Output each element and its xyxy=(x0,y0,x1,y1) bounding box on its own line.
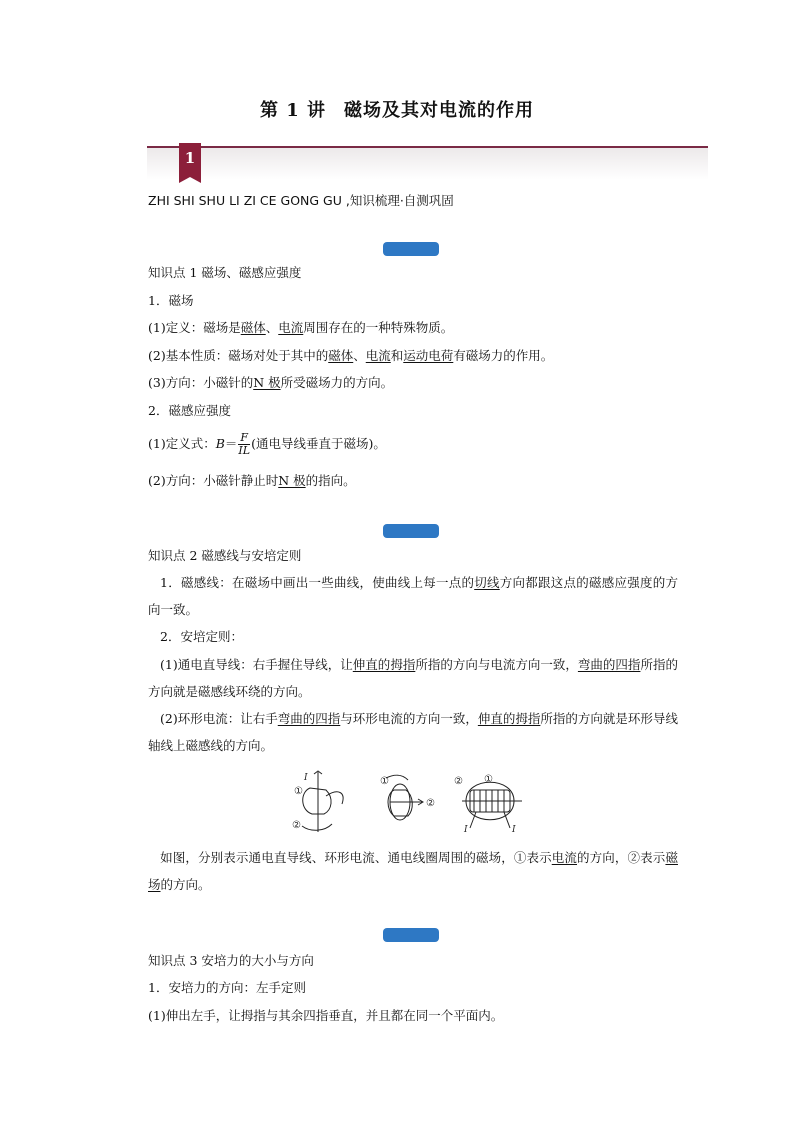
kp1-line-property: (2)基本性质：磁场对处于其中的磁体、电流和运动电荷有磁场力的作用。 xyxy=(148,348,554,363)
kp2-subsection-2: 2．安培定则： xyxy=(160,629,243,644)
kp1-line-formula: (1)定义式：B＝ $\frac{F}{IL}$ (通电导线垂直于磁场)。 xyxy=(148,431,386,457)
svg-text:①: ① xyxy=(484,774,493,785)
kp2-para-straight-wire: (1)通电直导线：右手握住导线，让伸直的拇指所指的方向与电流方向一致，弯曲的四指所指的方向就是磁感线环绕的方向。 xyxy=(148,657,678,699)
lecture-number: 第 1 讲 xyxy=(259,100,327,121)
section-marker xyxy=(383,524,439,538)
section-marker xyxy=(383,928,439,942)
svg-text:②: ② xyxy=(292,820,301,831)
kp3-subsection-1: 1．安培力的方向：左手定则 xyxy=(148,980,306,995)
kp1-subsection-2: 2．磁感应强度 xyxy=(148,403,231,418)
section-banner xyxy=(147,148,708,180)
kp1-line-definition: (1)定义：磁场是磁体、电流周围存在的一种特殊物质。 xyxy=(148,320,454,335)
kp3-heading: 知识点 3 安培力的大小与方向 xyxy=(148,953,314,968)
kp1-subsection-1: 1．磁场 xyxy=(148,293,194,308)
ring-current-figure xyxy=(380,775,435,820)
section-rule xyxy=(147,146,708,148)
svg-text:①: ① xyxy=(294,786,303,797)
kp2-para-figure-caption: 如图，分别表示通电直导线、环形电流、通电线圈周围的磁场，①表示电流的方向，②表示磁场的方向。 xyxy=(148,850,678,892)
svg-text:I: I xyxy=(464,825,468,834)
lecture-title: 磁场及其对电流的作用 xyxy=(344,100,535,121)
kp1-line-field-direction: (2)方向：小磁针静止时N 极的指向。 xyxy=(148,473,356,488)
svg-text:②: ② xyxy=(426,798,435,809)
ampere-rule-figure xyxy=(290,770,530,834)
svg-text:I: I xyxy=(304,773,308,783)
kp2-heading: 知识点 2 磁感线与安培定则 xyxy=(148,548,302,563)
kp1-line-direction: (3)方向：小磁针的N 极所受磁场力的方向。 xyxy=(148,375,394,390)
svg-text:②: ② xyxy=(454,776,463,787)
kp3-line-left-hand: (1)伸出左手，让拇指与其余四指垂直，并且都在同一个平面内。 xyxy=(148,1008,504,1023)
kp2-para-field-lines: 1．磁感线：在磁场中画出一些曲线，使曲线上每一点的切线方向都跟这点的磁感应强度的方向一致。 xyxy=(148,575,678,617)
svg-text:I: I xyxy=(512,825,516,834)
formula-fraction: $\frac{F}{IL}$ xyxy=(238,431,251,457)
section-badge: 1 xyxy=(179,143,201,177)
kp2-para-ring-current: (2)环形电流：让右手弯曲的四指与环形电流的方向一致，伸直的拇指所指的方向就是环形导线轴线上磁感线的方向。 xyxy=(148,711,678,753)
straight-wire-figure xyxy=(292,771,343,832)
svg-text:①: ① xyxy=(380,776,389,787)
section-subheading: ZHI SHI SHU LI ZI CE GONG GU ,知识梳理·自测巩固 xyxy=(148,193,454,208)
page-title xyxy=(0,96,794,122)
section-marker xyxy=(383,242,439,256)
kp1-heading: 知识点 1 磁场、磁感应强度 xyxy=(148,265,302,280)
solenoid-figure xyxy=(454,774,522,834)
